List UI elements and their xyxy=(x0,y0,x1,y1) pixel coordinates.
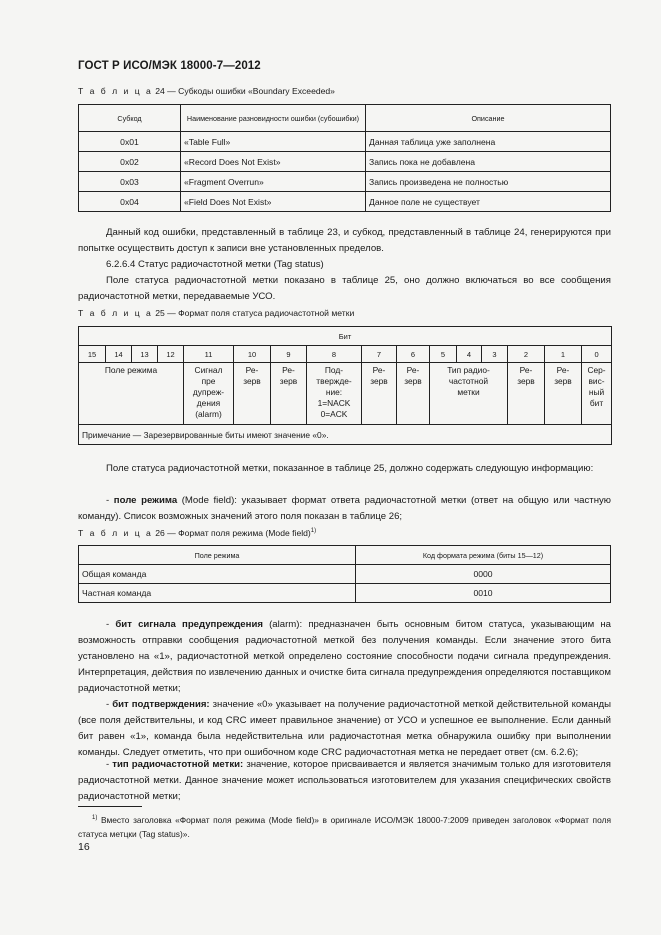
table-cell: 0x01 xyxy=(79,132,181,152)
table-row xyxy=(79,132,611,152)
term-bold: тип радиочастотной метки: xyxy=(112,759,244,770)
table-cell: Общая команда xyxy=(79,565,356,584)
bit-number: 1 xyxy=(545,346,582,363)
reserved-bit6-cell xyxy=(397,363,430,425)
table-row xyxy=(79,565,611,584)
list-dash: - xyxy=(106,699,113,710)
table25-note: Примечание — Зарезервированные биты имеют значение «0». xyxy=(79,425,612,445)
table-cell: 0x03 xyxy=(79,172,181,192)
table24-header-cell: Наименование разновидности ошибки (субошибки) xyxy=(181,105,366,132)
cell-line: Ре- xyxy=(245,365,259,375)
page-number: 16 xyxy=(78,841,90,853)
table-cell: Частная команда xyxy=(79,584,356,603)
bit-number: 5 xyxy=(430,346,457,363)
table-row xyxy=(79,172,611,192)
table26-header-row xyxy=(79,546,611,565)
table25-note-row xyxy=(79,425,612,445)
term-description: значение, которое присваивается и является значимым только для изготовителя радиочастотной метки. Данное значение может использоваться изготовителем для указания специфических свойств радиочастотной метки; xyxy=(78,759,611,802)
footnote-ref: 1) xyxy=(310,528,317,535)
table-cell: Запись пока не добавлена xyxy=(366,152,611,172)
cell-line: ние: xyxy=(325,387,343,397)
service-bit-cell xyxy=(582,363,612,425)
cell-line: Ре- xyxy=(519,365,533,375)
term-description: значение «0» указывает на получение радиочастотной меткой действительной команды (все поля действительны, и код CRC имеет правильное значение) от УСО и успешное ее выполнение. Если данный бит равен «1», команда была недействительна или радиочастотная метка обнаружила ошибку при выполнении команды. Следует отметить, что при ошибочном коде CRC радиочастотная метка не передает ответ (см. 6.2.6); xyxy=(78,699,611,758)
cell-line: зерв xyxy=(279,376,298,386)
reserved-bit2-cell xyxy=(508,363,545,425)
mode-field-cell: Поле режима xyxy=(79,363,184,425)
table-row xyxy=(79,584,611,603)
paragraph-tag-type xyxy=(78,757,611,805)
cell-line: дения xyxy=(196,398,221,408)
table25-caption xyxy=(78,308,354,318)
cell-line: ный xyxy=(588,387,605,397)
table26-caption-text: 26 — Формат поля режима (Mode field) xyxy=(155,528,311,538)
table24-header-cell: Субкод xyxy=(79,105,181,132)
table26-header-cell: Поле режима xyxy=(79,546,356,565)
cell-line: метки xyxy=(457,387,480,397)
cell-line: Сер- xyxy=(587,365,606,375)
bit-number: 10 xyxy=(234,346,271,363)
reserved-bit9-cell xyxy=(271,363,307,425)
bit-number: 2 xyxy=(508,346,545,363)
term-description: (alarm): предназначен быть основным битом статуса, указывающим на возможность отправки сообщения радиочастотной меткой без получения команды. Если значение этого бита установлено на «1», радиочастотной меткой определено состояние способности подачи сигнала предупреждения. Интерпретация, действия по извлечению данных и очистке бита сигнала предупреждения определяются поставщиком радиочастотной метки; xyxy=(78,619,611,694)
table-cell: Данная таблица уже заполнена xyxy=(366,132,611,152)
cell-line: зерв xyxy=(370,376,388,386)
footnote-text: Вместо заголовка «Формат поля режима (Mode field)» в оригинале ИСО/МЭК 18000-7:2009 приведен заголовок «Формат поля статуса метцки (Tag status)». xyxy=(78,814,611,839)
cell-line: зерв xyxy=(404,376,422,386)
paragraph-ack-bit xyxy=(78,697,611,761)
cell-line: Под- xyxy=(324,365,344,375)
table24-header-cell: Описание xyxy=(366,105,611,132)
table-cell: «Record Does Not Exist» xyxy=(181,152,366,172)
cell-line: Ре- xyxy=(406,365,420,375)
cell-line: Ре- xyxy=(556,365,570,375)
list-dash: - xyxy=(106,619,116,630)
document-header: ГОСТ Р ИСО/МЭК 18000-7—2012 xyxy=(78,60,261,72)
table25-caption-prefix: Т а б л и ц а xyxy=(78,308,153,318)
paragraph-1: Данный код ошибки, представленный в таблице 23, и субкод, представленный в таблице 24, генерируются при попытке осуществить доступ к записи вне установленных пределов. xyxy=(78,227,611,254)
bit-number: 15 xyxy=(79,346,106,363)
table-row xyxy=(79,192,611,212)
cell-line: Сигнал xyxy=(194,365,223,375)
section-heading: 6.2.6.4 Статус радиочастотной метки (Tag status) xyxy=(106,259,324,270)
table24-caption-text: 24 — Субкоды ошибки «Boundary Exceeded» xyxy=(155,86,335,96)
bit-number: 13 xyxy=(132,346,158,363)
bit-number: 8 xyxy=(307,346,362,363)
paragraph-mode-field xyxy=(78,493,611,525)
table-cell: «Field Does Not Exist» xyxy=(181,192,366,212)
reserved-bit7-cell xyxy=(362,363,397,425)
cell-line: Тип радио- xyxy=(447,365,490,375)
table25-bit-header: Бит xyxy=(79,327,612,346)
bit-number: 7 xyxy=(362,346,397,363)
term-bold: бит подтверждения: xyxy=(112,699,210,710)
cell-line: бит xyxy=(589,398,604,408)
cell-line: Ре- xyxy=(282,365,295,375)
table26-header-cell: Код формата режима (биты 15—12) xyxy=(356,546,611,565)
paragraph-alarm-bit xyxy=(78,617,611,697)
cell-line: зерв xyxy=(517,376,535,386)
cell-line: 1=NACK xyxy=(317,398,351,408)
table-cell: Данное поле не существует xyxy=(366,192,611,212)
table-cell: 0x04 xyxy=(79,192,181,212)
table24 xyxy=(78,104,611,212)
table24-caption-prefix: Т а б л и ц а xyxy=(78,86,153,96)
list-dash: - xyxy=(106,495,114,506)
bit-number: 6 xyxy=(397,346,430,363)
table-row xyxy=(79,152,611,172)
table25-fields-row xyxy=(79,363,612,425)
bit-number: 11 xyxy=(184,346,234,363)
cell-line: дупреж- xyxy=(192,387,225,397)
term-bold: поле режима xyxy=(113,495,178,506)
table26-caption xyxy=(78,528,316,538)
bit-number: 0 xyxy=(582,346,612,363)
cell-line: пре xyxy=(201,376,216,386)
footnote xyxy=(78,811,611,841)
table25 xyxy=(78,326,612,445)
table-cell: «Fragment Overrun» xyxy=(181,172,366,192)
table24-header-row xyxy=(79,105,611,132)
cell-line: (alarm) xyxy=(195,409,222,419)
table-cell: 0010 xyxy=(356,584,611,603)
term-bold: бит сигнала предупреждения xyxy=(115,619,263,630)
footnote-divider xyxy=(78,806,142,807)
bit-number: 3 xyxy=(482,346,508,363)
alarm-field-cell xyxy=(184,363,234,425)
cell-line: зерв xyxy=(243,376,261,386)
bit-number: 9 xyxy=(271,346,307,363)
paragraph-2: Поле статуса радиочастотной метки показано в таблице 25, оно должно включаться во все сообщения радиочастотной метки, передаваемые УСО. xyxy=(78,275,611,302)
bit-number: 12 xyxy=(158,346,184,363)
cell-line: частотной xyxy=(448,376,489,386)
table25-bit-numbers-row xyxy=(79,346,612,363)
cell-line: 0=ACK xyxy=(320,409,348,419)
bit-number: 4 xyxy=(457,346,482,363)
table26 xyxy=(78,545,611,603)
cell-line: вис- xyxy=(588,376,605,386)
table-cell: 0000 xyxy=(356,565,611,584)
table-cell: «Table Full» xyxy=(181,132,366,152)
table25-caption-text: 25 — Формат поля статуса радиочастотной метки xyxy=(155,308,355,318)
term-description: (Mode field): указывает формат ответа радиочастотной метки (ответ на общую или частную команду). Список возможных значений этого поля показан в таблице 26; xyxy=(78,495,611,522)
ack-field-cell xyxy=(307,363,362,425)
table26-caption-prefix: Т а б л и ц а xyxy=(78,528,153,538)
cell-line: Ре- xyxy=(372,365,386,375)
table-cell: Запись произведена не полностью xyxy=(366,172,611,192)
table25-bit-header-row xyxy=(79,327,612,346)
tag-type-field-cell xyxy=(430,363,508,425)
reserved-bit1-cell xyxy=(545,363,582,425)
table-cell: 0x02 xyxy=(79,152,181,172)
list-dash: - xyxy=(106,759,113,770)
footnote-marker: 1) xyxy=(92,815,98,821)
cell-line: зерв xyxy=(554,376,572,386)
paragraph-3: Поле статуса радиочастотной метки, показанное в таблице 25, должно содержать следующую информацию: xyxy=(106,463,594,474)
reserved-bit10-cell xyxy=(234,363,271,425)
table24-caption xyxy=(78,86,335,96)
cell-line: твержде- xyxy=(316,376,352,386)
bit-number: 14 xyxy=(106,346,132,363)
